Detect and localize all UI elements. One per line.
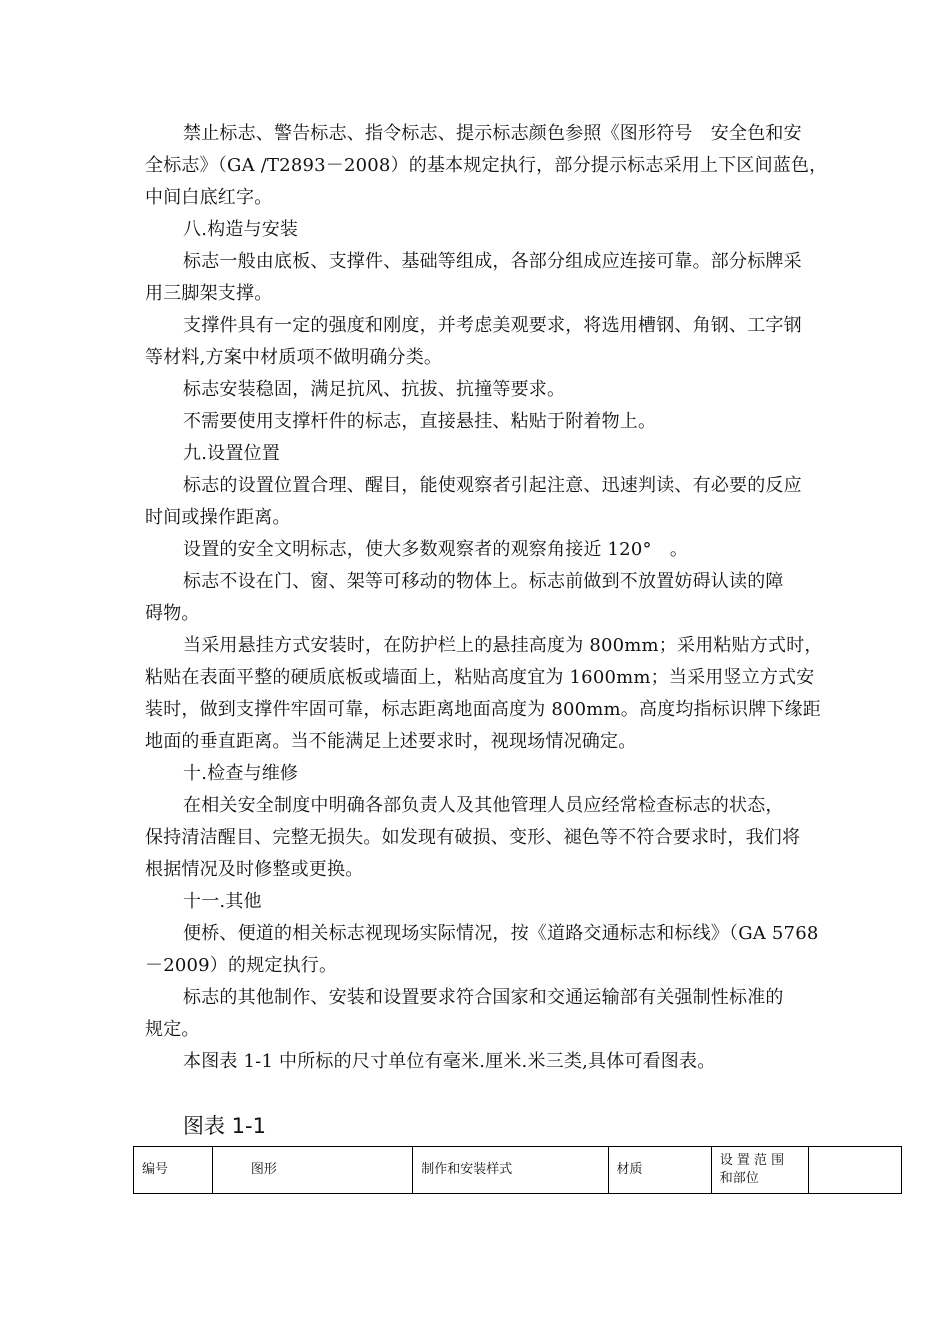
paragraph-line: 标志的其他制作、安装和设置要求符合国家和交通运输部有关强制性标准的 [183,987,784,1008]
paragraph-line: 不需要使用支撑杆件的标志，直接悬挂、粘贴于附着物上。 [183,411,657,432]
section-heading: 八.构造与安装 [183,219,299,240]
paragraph-line: 保持清洁醒目、完整无损失。如发现有破损、变形、褪色等不符合要求时，我们将 [145,827,801,848]
header-cell-number: 编号 [134,1147,213,1194]
paragraph-line: 地面的垂直距离。当不能满足上述要求时，视现场情况确定。 [145,731,637,752]
paragraph-line: 标志一般由底板、支撑件、基础等组成，各部分组成应连接可靠。部分标牌采 [183,251,802,272]
table-header-row [134,1147,902,1194]
header-cell-empty [808,1147,901,1194]
paragraph-line: 根据情况及时修整或更换。 [145,859,364,880]
paragraph-line: 当采用悬挂方式安装时，在防护栏上的悬挂高度为 800mm；采用粘贴方式时， [183,635,823,656]
spec-table [133,1146,902,1194]
paragraph-line: 用三脚架支撑。 [145,283,273,304]
figure-caption: 图表 1-1 [183,1114,266,1138]
paragraph-line: 等材料,方案中材质项不做明确分类。 [145,347,443,368]
header-cell-figure: 图形 [212,1147,412,1194]
header-cell-material: 材质 [608,1147,711,1194]
paragraph-line: 时间或操作距离。 [145,507,291,528]
paragraph-line: 便桥、便道的相关标志视现场实际情况，按《道路交通标志和标线》（GA 5768 [183,923,819,944]
paragraph-line: 装时，做到支撑件牢固可靠，标志距离地面高度为 800mm。高度均指标识牌下缘距 [145,699,822,720]
section-heading: 九.设置位置 [183,443,280,464]
paragraph-line: 粘贴在表面平整的硬质底板或墙面上，粘贴高度宜为 1600mm；当采用竖立方式安 [145,667,815,688]
paragraph-line: 标志不设在门、窗、架等可移动的物体上。标志前做到不放置妨碍认读的障 [183,571,784,592]
paragraph-line: 规定。 [145,1019,200,1040]
paragraph-line: 标志安装稳固，满足抗风、抗拔、抗撞等要求。 [183,379,566,400]
paragraph-line: 全标志》（GA /T2893－2008）的基本规定执行，部分提示标志采用上下区间蓝色， [145,155,828,176]
paragraph-line: 碍物。 [145,603,200,624]
section-heading: 十一.其他 [183,891,262,912]
paragraph-line: －2009）的规定执行。 [145,955,338,976]
header-cell-scope: 设 置 范 围 和部位 [711,1147,808,1194]
paragraph-line: 标志的设置位置合理、醒目，能使观察者引起注意、迅速判读、有必要的反应 [183,475,802,496]
header-cell-style: 制作和安装样式 [413,1147,608,1194]
paragraph-line: 支撑件具有一定的强度和刚度，并考虑美观要求，将选用槽钢、角钢、工字钢 [183,315,802,336]
paragraph-line: 设置的安全文明标志，使大多数观察者的观察角接近 120° 。 [183,539,689,560]
section-heading: 十.检查与维修 [183,763,299,784]
paragraph-line: 本图表 1-1 中所标的尺寸单位有毫米.厘米.米三类,具体可看图表。 [183,1051,716,1072]
paragraph-line: 禁止标志、警告标志、指令标志、提示标志颜色参照《图形符号 安全色和安 [183,123,802,144]
paragraph-line: 在相关安全制度中明确各部负责人及其他管理人员应经常检查标志的状态， [183,795,784,816]
paragraph-line: 中间白底红字。 [145,187,273,208]
